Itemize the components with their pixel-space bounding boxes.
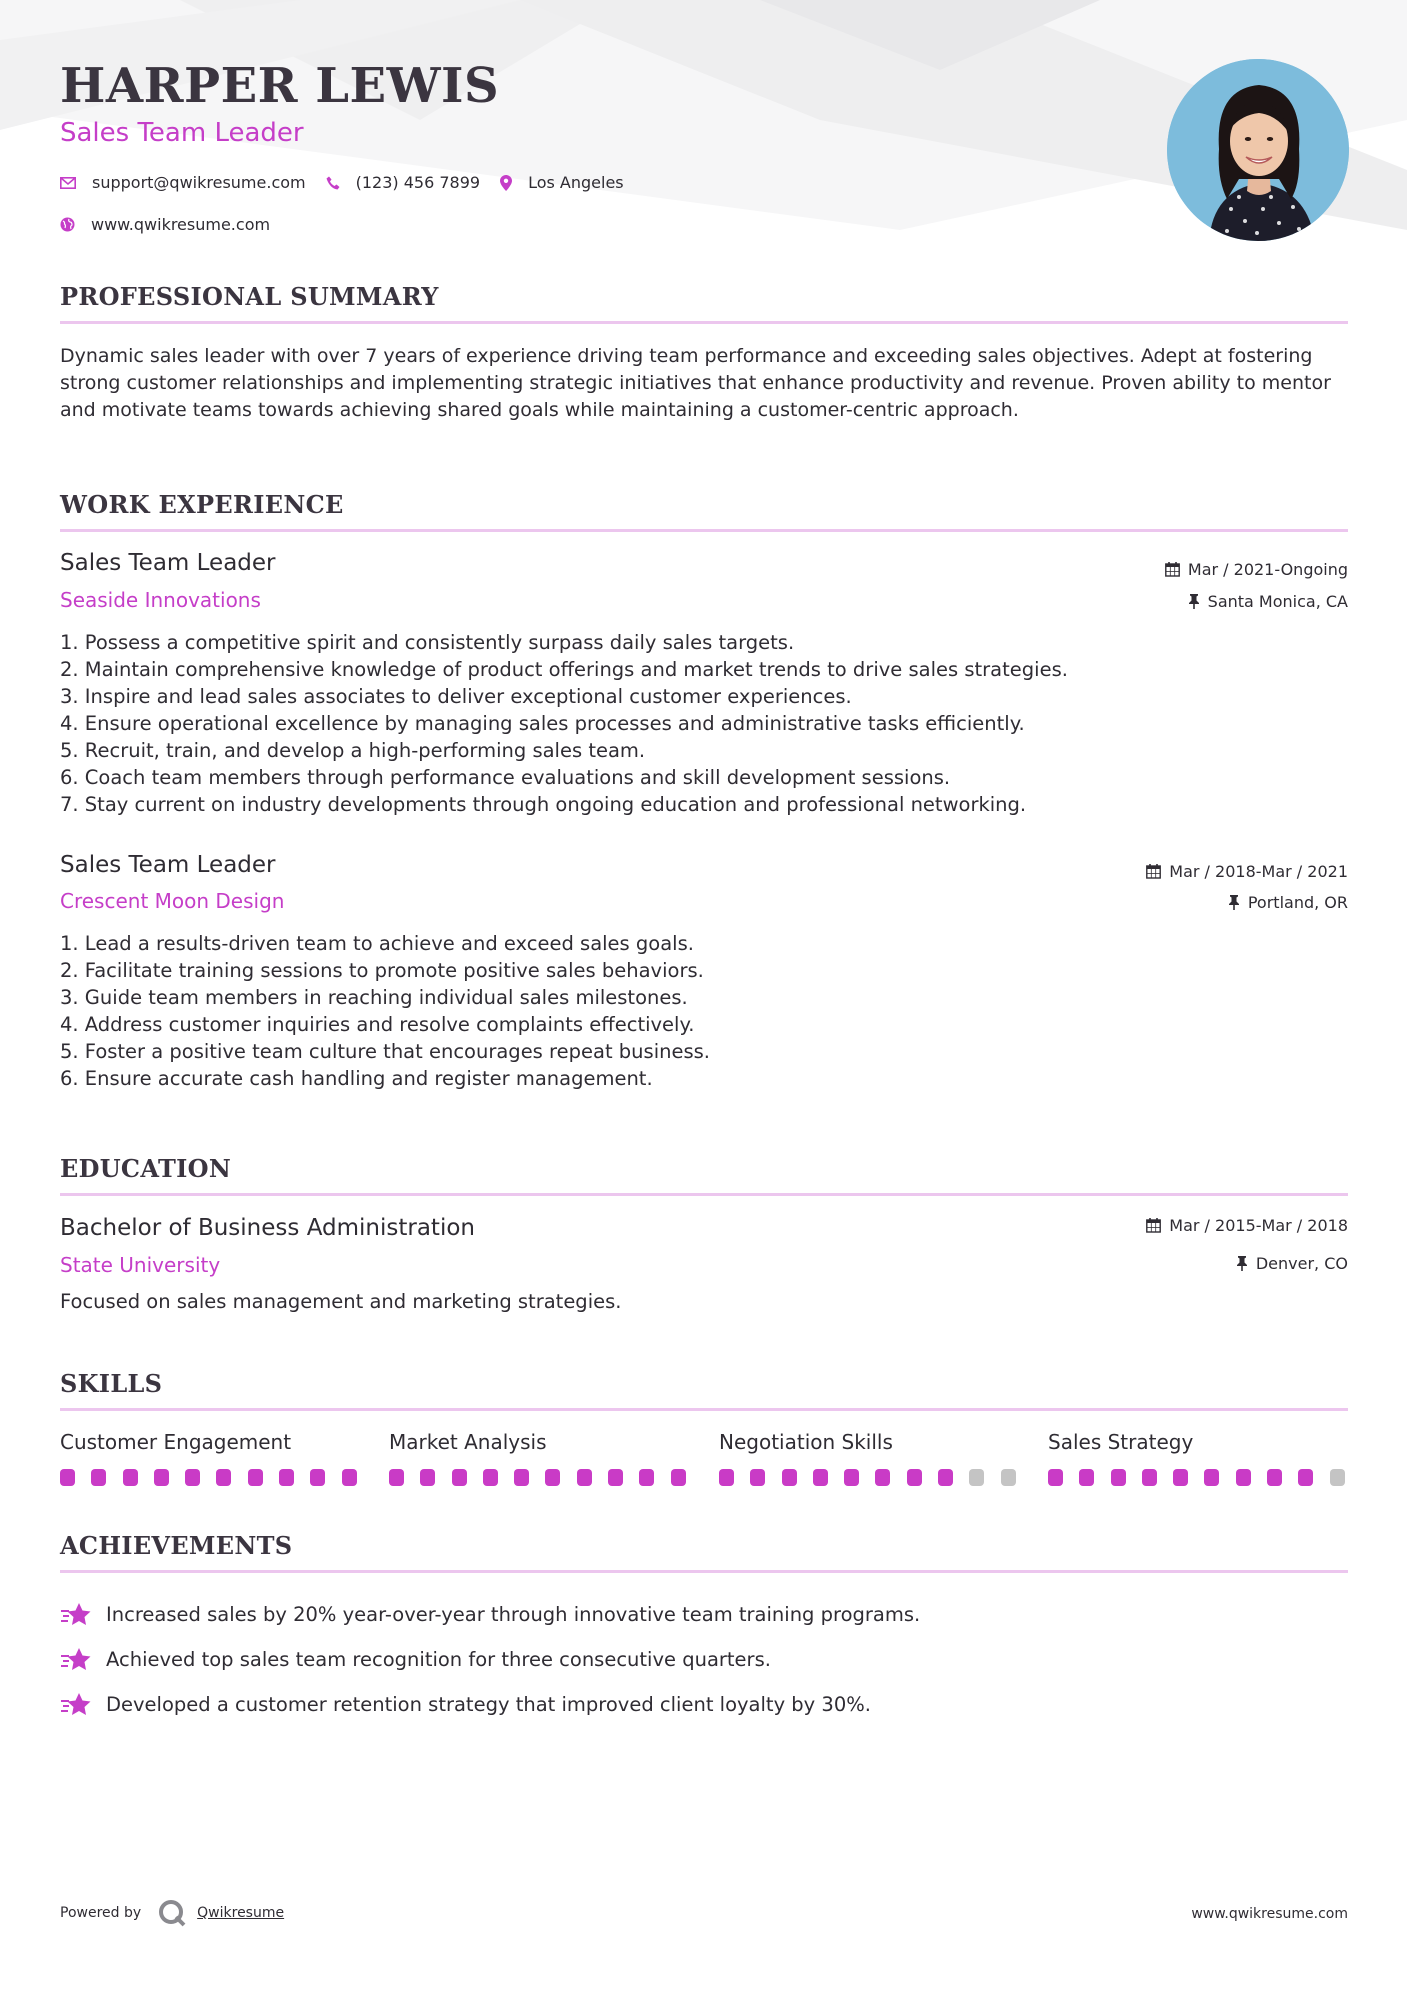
- achievement-text: Achieved top sales team recognition for three consecutive quarters.: [106, 1648, 771, 1671]
- education-dates-text: Mar / 2015-Mar / 2018: [1169, 1216, 1348, 1235]
- contact-website-text: www.qwikresume.com: [91, 215, 271, 234]
- summary-heading: PROFESSIONAL SUMMARY: [60, 282, 439, 311]
- skill-dot-filled: [1173, 1469, 1188, 1486]
- pushpin-icon: [1236, 1256, 1248, 1271]
- skill-dot-filled: [813, 1469, 828, 1486]
- section-divider: [60, 321, 1348, 324]
- skill-dot-filled: [91, 1469, 106, 1486]
- skill-dot-filled: [1048, 1469, 1063, 1486]
- skill-rating: [719, 1469, 1032, 1486]
- skill-item: [719, 1430, 1019, 1454]
- job-bullet: 5. Foster a positive team culture that encourages repeat business.: [60, 1040, 710, 1063]
- skill-item: [389, 1430, 689, 1454]
- pushpin-icon: [1228, 895, 1240, 910]
- skill-dot-empty: [969, 1469, 984, 1486]
- candidate-title: Sales Team Leader: [60, 118, 304, 148]
- footer-website[interactable]: www.qwikresume.com: [1191, 1906, 1348, 1922]
- achievements-list: [60, 1592, 920, 1727]
- qwikresume-link[interactable]: Qwikresume: [197, 1905, 285, 1921]
- job-location-text: Portland, OR: [1247, 893, 1348, 912]
- job-location: [1188, 592, 1348, 611]
- job-dates: [1146, 862, 1348, 881]
- education-heading: EDUCATION: [60, 1154, 232, 1183]
- education-location: [1236, 1254, 1348, 1273]
- contact-row: [60, 173, 644, 192]
- job-bullet: 7. Stay current on industry developments through ongoing education and professional networking.: [60, 793, 1027, 816]
- achievement-text: Increased sales by 20% year-over-year through innovative team training programs.: [106, 1603, 921, 1626]
- calendar-icon: [1146, 864, 1161, 879]
- skill-dot-filled: [1298, 1469, 1313, 1486]
- skill-dot-filled: [342, 1469, 357, 1486]
- summary-text: Dynamic sales leader with over 7 years of experience driving team performance and exceeding sales objectives. Adept at fostering strong customer relationships and implementing strategic initiatives that enhance productivity and revenue. Proven ability to mentor and motivate teams towards achieving shared goals while maintaining a customer-centric approach.: [60, 345, 1331, 421]
- job-role: Sales Team Leader: [60, 852, 276, 878]
- skill-dot-filled: [1079, 1469, 1094, 1486]
- skill-dot-filled: [1204, 1469, 1219, 1486]
- skill-dot-filled: [875, 1469, 890, 1486]
- experience-heading: WORK EXPERIENCE: [60, 490, 344, 519]
- map-pin-icon: [500, 175, 512, 191]
- phone-icon: [326, 176, 340, 190]
- footer-powered-by: [60, 1898, 284, 1928]
- contact-email-text: support@qwikresume.com: [92, 173, 306, 192]
- skill-dot-filled: [671, 1469, 686, 1486]
- powered-by-label: Powered by: [60, 1905, 142, 1921]
- skill-dot-filled: [514, 1469, 529, 1486]
- skill-dot-filled: [452, 1469, 467, 1486]
- section-divider: [60, 529, 1348, 532]
- skill-rating: [60, 1469, 373, 1486]
- education-description: Focused on sales management and marketing strategies.: [60, 1290, 622, 1313]
- job-bullet: 6. Ensure accurate cash handling and register management.: [60, 1067, 653, 1090]
- section-divider: [60, 1408, 1348, 1411]
- job-location: [1228, 893, 1348, 912]
- education-degree: Bachelor of Business Administration: [60, 1215, 475, 1241]
- skill-dot-filled: [1142, 1469, 1157, 1486]
- contact-website[interactable]: [60, 215, 270, 234]
- skill-name: Market Analysis: [389, 1430, 547, 1454]
- skill-name: Sales Strategy: [1048, 1430, 1194, 1454]
- skill-dot-filled: [782, 1469, 797, 1486]
- skill-dot-filled: [1267, 1469, 1282, 1486]
- achievement-item: [60, 1637, 920, 1682]
- job-bullets: [60, 930, 710, 1092]
- job-dates: [1165, 560, 1348, 579]
- job-bullet: 3. Inspire and lead sales associates to deliver exceptional customer experiences.: [60, 685, 852, 708]
- skill-dot-filled: [60, 1469, 75, 1486]
- skill-name: Customer Engagement: [60, 1430, 292, 1454]
- job-dates-text: Mar / 2021-Ongoing: [1187, 560, 1348, 579]
- skill-item: [60, 1430, 360, 1454]
- star-icon: [60, 1602, 92, 1628]
- skill-dot-filled: [123, 1469, 138, 1486]
- job-bullet: 4. Ensure operational excellence by managing sales processes and administrative tasks efficiently.: [60, 712, 1025, 735]
- globe-icon: [60, 217, 75, 232]
- skill-rating: [1048, 1469, 1361, 1486]
- job-bullet: 3. Guide team members in reaching individual sales milestones.: [60, 986, 688, 1009]
- job-company: Crescent Moon Design: [60, 889, 285, 913]
- skill-name: Negotiation Skills: [719, 1430, 893, 1454]
- achievements-heading: ACHIEVEMENTS: [60, 1531, 293, 1560]
- achievement-text: Developed a customer retention strategy that improved client loyalty by 30%.: [106, 1693, 871, 1716]
- skill-dot-filled: [907, 1469, 922, 1486]
- star-icon: [60, 1647, 92, 1673]
- section-divider: [60, 1193, 1348, 1196]
- skill-dot-filled: [545, 1469, 560, 1486]
- education-school: State University: [60, 1253, 221, 1277]
- job-bullet: 6. Coach team members through performance evaluations and skill development sessions.: [60, 766, 951, 789]
- profile-photo-illustration: [1167, 59, 1349, 241]
- contact-phone[interactable]: [326, 173, 480, 192]
- skill-dot-empty: [1001, 1469, 1016, 1486]
- job-dates-text: Mar / 2018-Mar / 2021: [1169, 862, 1348, 881]
- job-bullet: 1. Possess a competitive spirit and consistently surpass daily sales targets.: [60, 631, 795, 654]
- contact-location: [500, 173, 624, 192]
- skill-dot-empty: [1330, 1469, 1345, 1486]
- pushpin-icon: [1188, 594, 1200, 609]
- contact-email[interactable]: [60, 173, 306, 192]
- qwikresume-logo-icon: [157, 1898, 187, 1928]
- education-location-text: Denver, CO: [1255, 1254, 1348, 1273]
- skill-item: [1048, 1430, 1348, 1454]
- skill-dot-filled: [719, 1469, 734, 1486]
- contact-phone-text: (123) 456 7899: [355, 173, 481, 192]
- skill-dot-filled: [154, 1469, 169, 1486]
- calendar-icon: [1146, 1218, 1161, 1233]
- job-role: Sales Team Leader: [60, 550, 276, 576]
- skill-dot-filled: [608, 1469, 623, 1486]
- skill-dot-filled: [844, 1469, 859, 1486]
- skill-dot-filled: [1111, 1469, 1126, 1486]
- job-bullets: [60, 629, 1068, 818]
- skill-dot-filled: [639, 1469, 654, 1486]
- job-location-text: Santa Monica, CA: [1207, 592, 1348, 611]
- skill-dot-filled: [185, 1469, 200, 1486]
- contact-location-text: Los Angeles: [528, 173, 624, 192]
- skill-rating: [389, 1469, 702, 1486]
- profile-photo: [1167, 59, 1349, 241]
- skills-heading: SKILLS: [60, 1369, 163, 1398]
- achievement-item: [60, 1682, 920, 1727]
- skill-dot-filled: [279, 1469, 294, 1486]
- job-bullet: 1. Lead a results-driven team to achieve and exceed sales goals.: [60, 932, 694, 955]
- contact-row-website: [60, 215, 290, 234]
- job-company: Seaside Innovations: [60, 588, 261, 612]
- candidate-name: HARPER LEWIS: [60, 58, 500, 114]
- skill-dot-filled: [248, 1469, 263, 1486]
- education-dates: [1146, 1216, 1348, 1235]
- job-bullet: 4. Address customer inquiries and resolve complaints effectively.: [60, 1013, 695, 1036]
- job-bullet: 2. Facilitate training sessions to promote positive sales behaviors.: [60, 959, 704, 982]
- skill-dot-filled: [389, 1469, 404, 1486]
- skill-dot-filled: [310, 1469, 325, 1486]
- skill-dot-filled: [483, 1469, 498, 1486]
- job-bullet: 2. Maintain comprehensive knowledge of product offerings and market trends to drive sales strategies.: [60, 658, 1068, 681]
- skill-dot-filled: [750, 1469, 765, 1486]
- skill-dot-filled: [420, 1469, 435, 1486]
- skill-dot-filled: [1236, 1469, 1251, 1486]
- job-bullet: 5. Recruit, train, and develop a high-performing sales team.: [60, 739, 646, 762]
- calendar-icon: [1165, 562, 1180, 577]
- envelope-icon: [60, 177, 76, 189]
- skill-dot-filled: [938, 1469, 953, 1486]
- section-divider: [60, 1570, 1348, 1573]
- skill-dot-filled: [216, 1469, 231, 1486]
- achievement-item: [60, 1592, 920, 1637]
- star-icon: [60, 1692, 92, 1718]
- skill-dot-filled: [577, 1469, 592, 1486]
